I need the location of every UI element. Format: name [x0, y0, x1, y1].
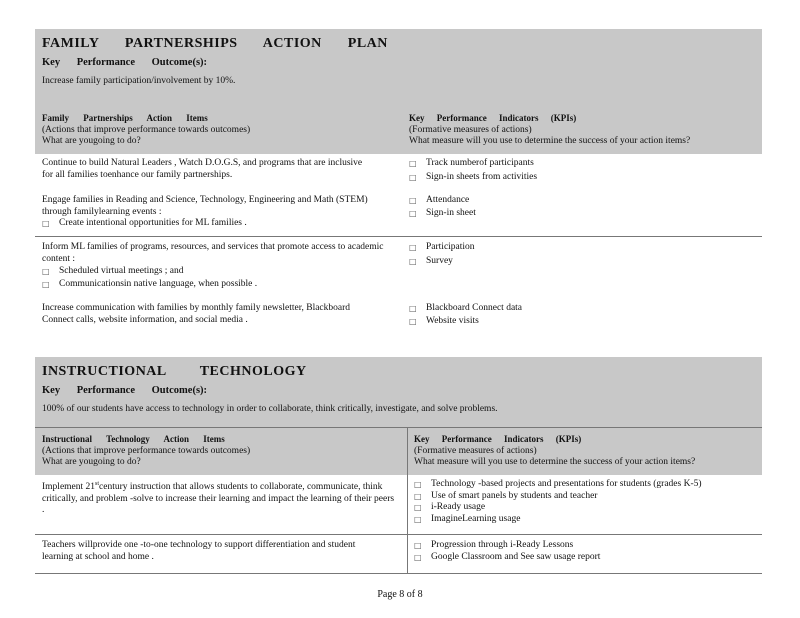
list-item: □ Sign-in sheet	[409, 207, 476, 218]
bullet-icon: □	[409, 159, 417, 168]
bullet-icon: □	[409, 316, 417, 326]
list-item: □ Blackboard Connect data	[409, 303, 523, 313]
list-item: □ Survey	[409, 255, 453, 266]
left-column-header	[42, 113, 402, 148]
bullet-icon: □	[414, 480, 422, 489]
right-column-header	[414, 434, 759, 469]
action-item: Increase communication with families by monthly family newsletter, Blackboard Connect calls, website information, and social media .	[42, 303, 351, 325]
list-item: □ Use of smart panels by students and teacher	[414, 490, 598, 501]
list-item: □ i-Ready usage	[414, 502, 486, 512]
list-item: □ Scheduled virtual meetings ; and	[42, 266, 184, 276]
table-row	[35, 154, 762, 237]
left-column-title: Family Partnerships Action Items	[42, 113, 208, 123]
bullet-icon: □	[414, 541, 422, 550]
column-header-band	[35, 427, 762, 475]
list-item: □ Sign-in sheets from activities	[409, 171, 538, 182]
bullet-icon: □	[414, 503, 422, 512]
kpi-list	[409, 195, 749, 219]
bullet-icon: □	[42, 219, 50, 228]
instructional-technology-section	[35, 357, 762, 573]
bullet-icon: □	[414, 514, 422, 524]
right-column-title: Key Performance Indicators (KPIs)	[409, 113, 577, 123]
list-item: □ Attendance	[409, 195, 470, 205]
table-row	[35, 535, 762, 574]
bullet-icon: □	[42, 279, 50, 289]
right-column-question: What measure will you use to determine the success of your action items?	[414, 457, 696, 467]
section-header	[35, 29, 762, 154]
action-item: Inform ML families of programs, resources, and services that promote access to academic content :	[42, 242, 384, 264]
left-column-subtitle: (Actions that improve performance towards outcomes)	[42, 445, 251, 456]
right-column-question: What measure will you use to determine the success of your action items?	[409, 136, 691, 146]
table-row	[35, 474, 762, 535]
left-column-subtitle: (Actions that improve performance towards outcomes)	[42, 124, 251, 135]
list-item: □ Technology -based projects and presentations for students (grades K-5)	[414, 479, 702, 489]
list-item: □ Website visits	[409, 315, 479, 326]
list-item: □ Google Classroom and See saw usage report	[414, 551, 601, 562]
bullet-icon: □	[409, 208, 417, 218]
right-column-header	[409, 113, 759, 148]
bullet-icon: □	[409, 243, 417, 252]
list-item: □ Track numberof participants	[409, 158, 534, 168]
bullet-icon: □	[409, 172, 417, 182]
section-title: FAMILY PARTNERSHIPS ACTION PLAN	[42, 36, 388, 51]
kpo-text: 100% of our students have access to technology in order to collaborate, think critically, investigate, and solve problems.	[42, 404, 498, 414]
kpo-label: Key Performance Outcome(s):	[42, 57, 208, 68]
kpi-list	[409, 303, 749, 327]
action-item: Implement 21stcentury instruction that allows students to collaborate, communicate, think critically, and problem -solve to increase their learning and impact the learning of their peers .	[42, 481, 395, 516]
right-column-subtitle: (Formative measures of actions)	[409, 124, 532, 135]
list-item: □ Participation	[409, 242, 475, 252]
right-column-title: Key Performance Indicators (KPIs)	[414, 434, 582, 444]
bullet-icon: □	[409, 196, 417, 205]
list-item: □ Create intentional opportunities for ML families .	[42, 218, 247, 228]
bullet-icon: □	[409, 256, 417, 266]
kpi-list	[414, 540, 759, 563]
kpi-list	[409, 158, 749, 183]
family-partnerships-section	[35, 29, 762, 336]
table-row	[35, 237, 762, 336]
left-column-question: What are yougoing to do?	[42, 136, 141, 146]
kpo-text: Increase family participation/involvement by 10%.	[42, 76, 236, 86]
bullet-icon: □	[409, 304, 417, 313]
list-item: □ ImagineLearning usage	[414, 513, 521, 524]
bullet-icon: □	[414, 491, 422, 501]
list-item: □ Progression through i-Ready Lessons	[414, 540, 574, 550]
left-column-question: What are yougoing to do?	[42, 457, 141, 467]
left-column-title: Instructional Technology Action Items	[42, 434, 225, 444]
action-item: Continue to build Natural Leaders , Watch D.O.G.S, and programs that are inclusive for all families toenhance our family partnerships.	[42, 158, 363, 180]
bullet-list	[42, 266, 392, 290]
right-column-subtitle: (Formative measures of actions)	[414, 445, 537, 456]
bullet-icon: □	[42, 267, 50, 276]
left-column-header	[42, 434, 402, 469]
list-item: □ Communicationsin native language, when possible .	[42, 278, 258, 289]
action-item: Engage families in Reading and Science, Technology, Engineering and Math (STEM) through familylearning events :	[42, 195, 368, 217]
page-number: Page 8 of 8	[377, 589, 423, 600]
section-title: INSTRUCTIONAL TECHNOLOGY	[42, 364, 307, 379]
kpi-list	[409, 242, 749, 267]
kpi-list	[414, 479, 759, 525]
action-item: Teachers willprovide one -to-one technology to support differentiation and student learning at school and home .	[42, 540, 356, 562]
kpo-label: Key Performance Outcome(s):	[42, 385, 208, 396]
bullet-icon: □	[414, 552, 422, 562]
